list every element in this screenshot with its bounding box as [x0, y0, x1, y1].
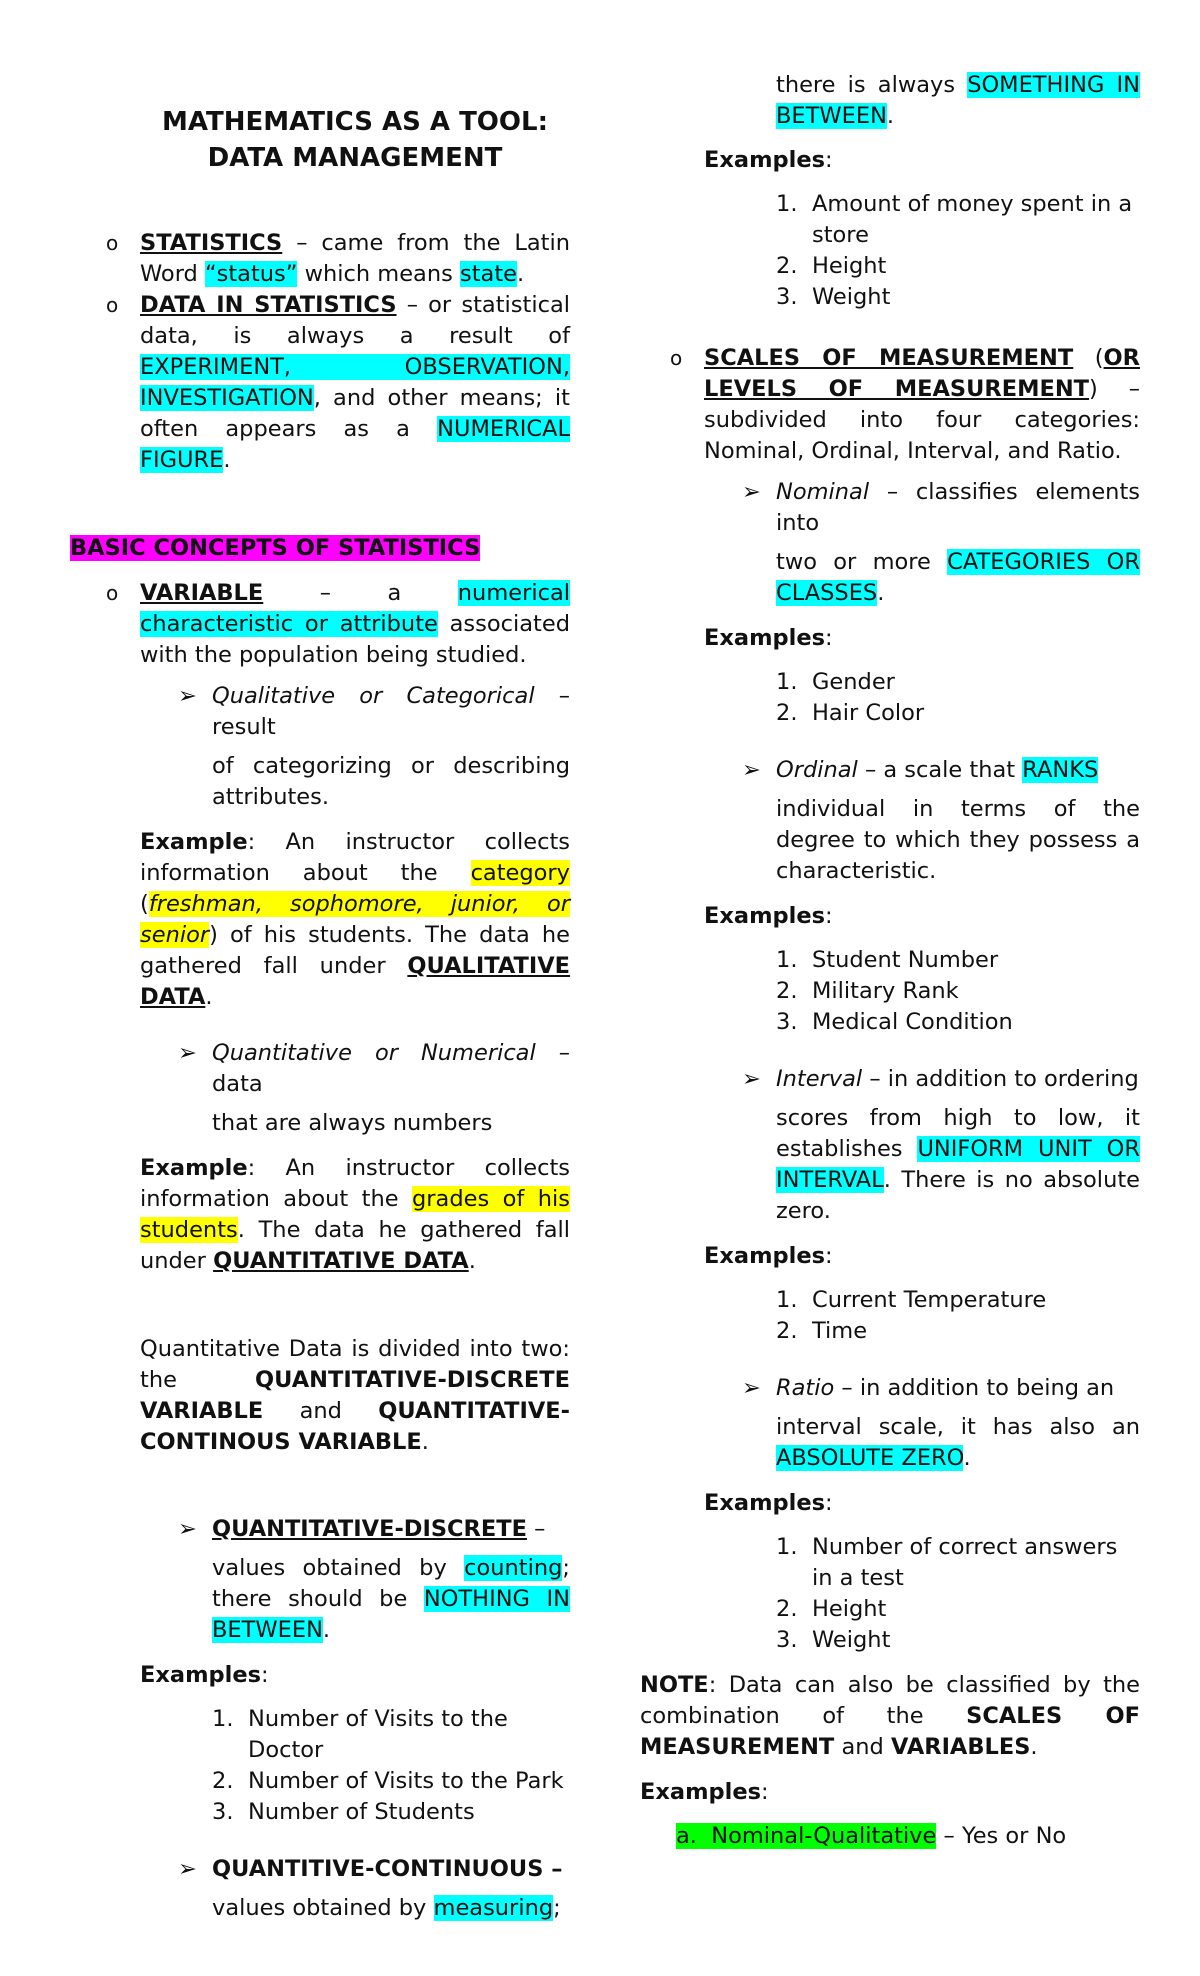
examples-label: Examples: — [140, 1662, 269, 1688]
example-quantitative: Example: An instructor collects information about the grades of his students. The data he gathered fall under QUANTITATIVE DATA. — [140, 1155, 570, 1274]
list-item: 3. Number of Students — [212, 1799, 475, 1825]
arrow-bullet-icon: ➢ — [178, 1516, 197, 1542]
arrow-bullet-icon: ➢ — [742, 757, 761, 783]
examples-label: Examples: — [640, 1779, 769, 1805]
section-heading: BASIC CONCEPTS OF STATISTICS — [70, 535, 481, 561]
nominal-definition: ➢ Nominal – classifies elements into two or more CATEGORIES OR CLASSES. — [742, 479, 1140, 606]
list-item: 1. Number of Visits to the Doctor — [212, 1706, 508, 1763]
scales-of-measurement: o SCALES OF MEASUREMENT (OR LEVELS OF MEASUREMENT) – subdivided into four categories: Nominal, Ordinal, Interval, and Ratio. — [670, 345, 1140, 464]
page-title — [140, 104, 570, 176]
combo-item-highlight: a. Nominal-Qualitative — [676, 1823, 937, 1849]
discrete-definition: ➢ QUANTITATIVE-DISCRETE – values obtained by counting; there should be NOTHING IN BETWEEN. — [178, 1516, 570, 1643]
list-item: 3. Medical Condition — [776, 1009, 1013, 1035]
arrow-bullet-icon: ➢ — [742, 479, 761, 505]
arrow-bullet-icon: ➢ — [178, 1040, 197, 1066]
list-item: 2. Number of Visits to the Park — [212, 1768, 564, 1794]
ordinal-definition: ➢ Ordinal – a scale that RANKS individual in terms of the degree to which they possess a characteristic. — [742, 757, 1140, 884]
data-in-statistics-definition: o DATA IN STATISTICS – or statistical data, is always a result of EXPERIMENT, OBSERVATION, INVESTIGATION, and other means; it often appears as a NUMERICAL FIGURE. — [106, 292, 570, 473]
arrow-bullet-icon: ➢ — [178, 1856, 197, 1882]
combo-list-item: a. Nominal-Qualitative – Yes or No — [676, 1823, 1067, 1849]
example-qualitative: Example: An instructor collects information about the category (freshman, sophomore, junior, or senior) of his students. The data he gathered fall under QUALITATIVE DATA. — [140, 829, 570, 1010]
quantitative-division: Quantitative Data is divided into two: the QUANTITATIVE-DISCRETE VARIABLE and QUANTITATIVE-CONTINOUS VARIABLE. — [140, 1336, 570, 1455]
examples-label: Examples: — [704, 903, 833, 929]
list-item: 3. Weight — [776, 1627, 891, 1653]
nominal-examples-list — [776, 667, 1140, 729]
right-column — [640, 0, 1140, 1852]
arrow-bullet-icon: ➢ — [178, 683, 197, 709]
ratio-definition: ➢ Ratio – in addition to being an interval scale, it has also an ABSOLUTE ZERO. — [742, 1375, 1140, 1471]
interval-definition: ➢ Interval – in addition to ordering scores from high to low, it establishes UNIFORM UNIT OR INTERVAL. There is no absolute zero. — [742, 1066, 1140, 1224]
bullet-icon: o — [106, 293, 119, 317]
list-item: 1. Gender — [776, 669, 895, 695]
list-item: 2. Military Rank — [776, 978, 959, 1004]
list-item: 1. Current Temperature — [776, 1287, 1047, 1313]
list-item: 2. Height — [776, 253, 887, 279]
discrete-examples-list — [212, 1704, 570, 1828]
continuous-continued: there is always SOMETHING IN BETWEEN. — [776, 72, 1140, 129]
list-item: 1. Student Number — [776, 947, 999, 973]
continuous-definition: ➢ QUANTITIVE-CONTINUOUS – values obtained by measuring; — [178, 1856, 563, 1921]
list-item: 2. Height — [776, 1596, 887, 1622]
qualitative-definition: ➢ Qualitative or Categorical – result of categorizing or describing attributes. — [178, 683, 570, 810]
title-line-2: DATA MANAGEMENT — [207, 143, 503, 173]
list-item: 1. Number of correct answers in a test — [776, 1534, 1118, 1591]
examples-label: Examples: — [704, 1490, 833, 1516]
list-item: 1. Amount of money spent in a store — [776, 191, 1133, 248]
note-paragraph: NOTE: Data can also be classified by the combination of the SCALES OF MEASUREMENT and VARIABLES. — [640, 1672, 1140, 1760]
list-item: 2. Time — [776, 1318, 868, 1344]
arrow-bullet-icon: ➢ — [742, 1375, 761, 1401]
ratio-examples-list — [776, 1532, 1140, 1656]
examples-label: Examples: — [704, 1243, 833, 1269]
list-item: 3. Weight — [776, 284, 891, 310]
interval-examples-list — [776, 1285, 1140, 1347]
variable-definition: o VARIABLE – a numerical characteristic or attribute associated with the population being studied. — [106, 580, 571, 668]
bullet-icon: o — [106, 581, 119, 605]
arrow-bullet-icon: ➢ — [742, 1066, 761, 1092]
examples-label: Examples: — [704, 147, 833, 173]
continuous-examples-list — [776, 189, 1140, 313]
ordinal-examples-list — [776, 945, 1140, 1038]
left-column — [70, 0, 571, 1924]
examples-label: Examples: — [704, 625, 833, 651]
quantitative-definition: ➢ Quantitative or Numerical – data that are always numbers — [178, 1040, 570, 1136]
title-line-1: MATHEMATICS AS A TOOL: — [162, 107, 548, 137]
bullet-icon: o — [106, 231, 119, 255]
bullet-icon: o — [670, 346, 683, 370]
list-item: 2. Hair Color — [776, 700, 925, 726]
statistics-definition: o STATISTICS – came from the Latin Word “status” which means state. — [106, 230, 570, 287]
